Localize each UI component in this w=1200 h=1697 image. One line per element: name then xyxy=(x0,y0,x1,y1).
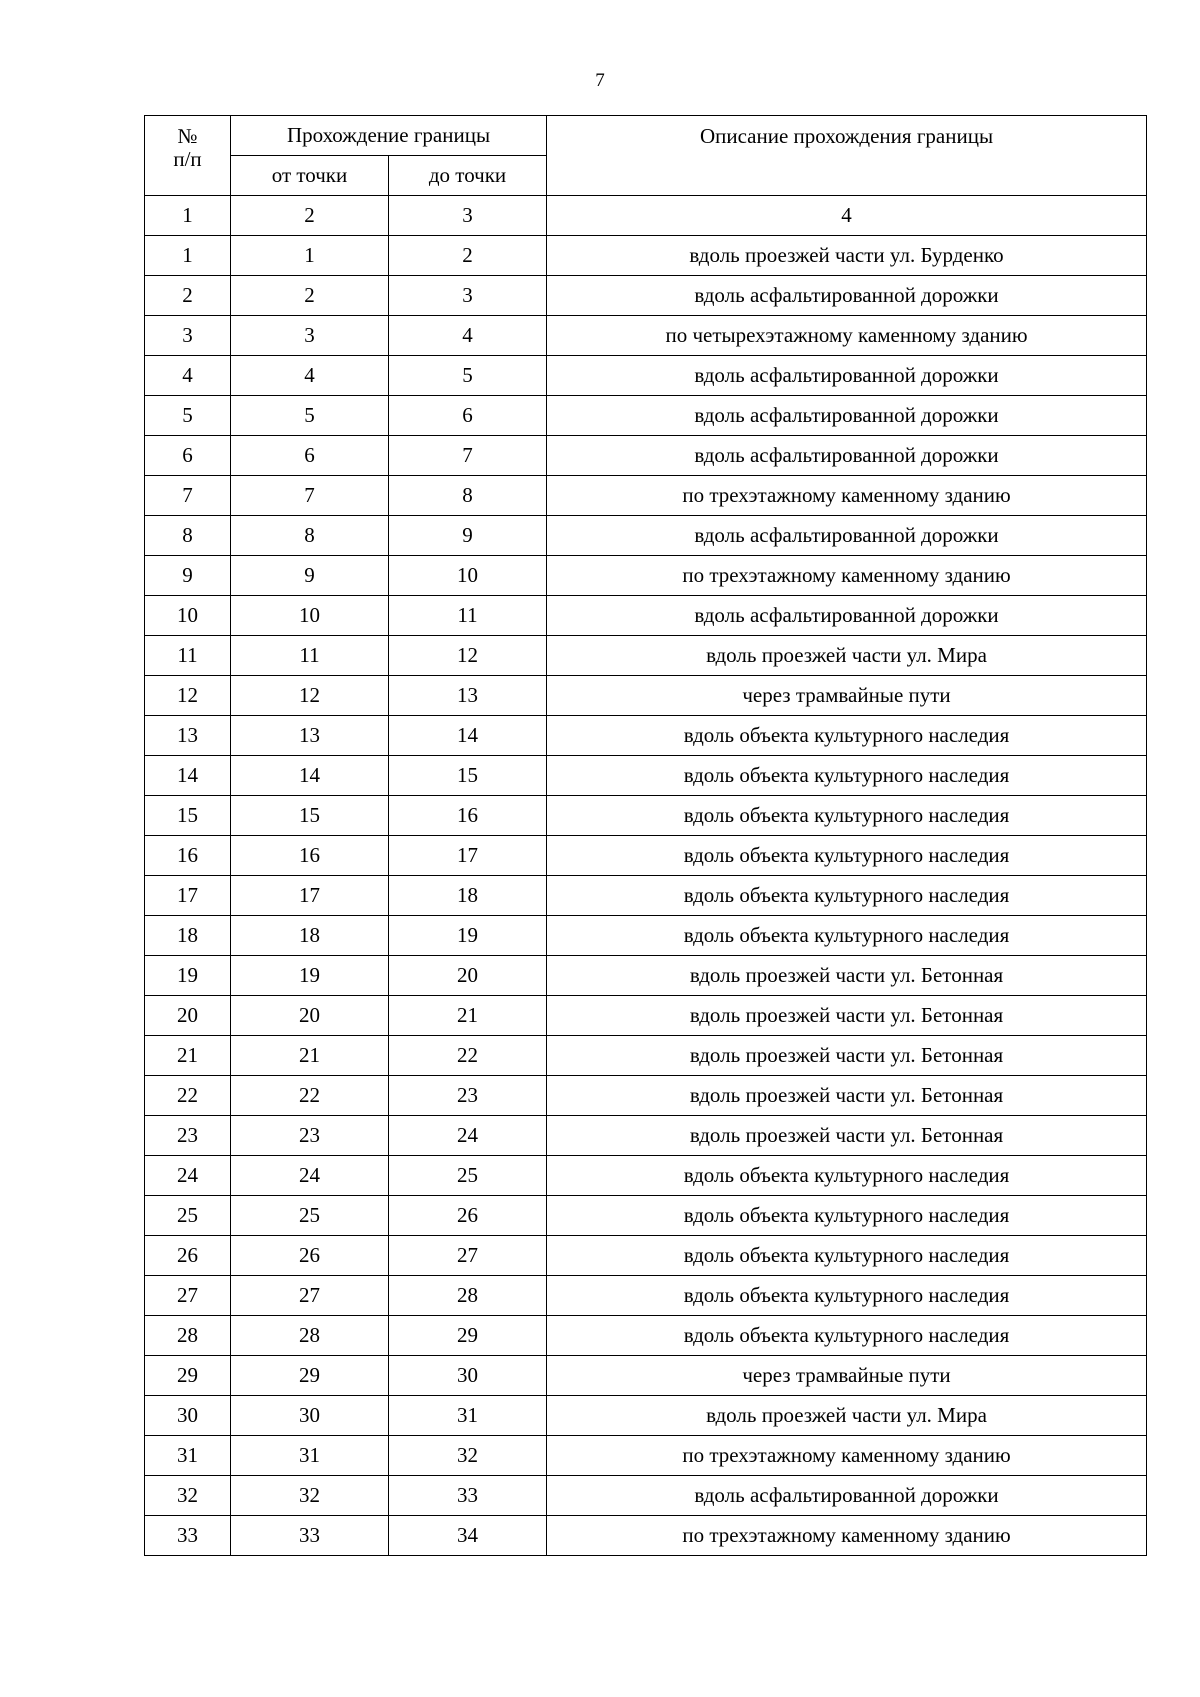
to-point-cell: 8 xyxy=(389,476,547,516)
row-number-cell: 25 xyxy=(145,1196,231,1236)
row-number-cell: 1 xyxy=(145,236,231,276)
header-number-pp: п/п xyxy=(173,147,202,172)
from-point-cell: 24 xyxy=(231,1156,389,1196)
description-cell: по трехэтажному каменному зданию xyxy=(547,556,1147,596)
from-point-cell: 13 xyxy=(231,716,389,756)
row-number-cell: 12 xyxy=(145,676,231,716)
table-row xyxy=(145,316,1147,356)
to-point-cell: 28 xyxy=(389,1276,547,1316)
description-cell: вдоль асфальтированной дорожки xyxy=(547,516,1147,556)
from-point-cell: 28 xyxy=(231,1316,389,1356)
row-number-cell: 28 xyxy=(145,1316,231,1356)
table-row xyxy=(145,636,1147,676)
row-number-cell: 24 xyxy=(145,1156,231,1196)
table-row xyxy=(145,836,1147,876)
description-cell: вдоль объекта культурного наследия xyxy=(547,916,1147,956)
table-row xyxy=(145,1396,1147,1436)
row-number-cell: 27 xyxy=(145,1276,231,1316)
row-number-cell: 4 xyxy=(145,356,231,396)
header-number xyxy=(145,116,231,196)
column-number-cell: 4 xyxy=(547,196,1147,236)
table-body xyxy=(145,196,1147,1556)
header-to-point: до точки xyxy=(389,156,547,196)
row-number-cell: 26 xyxy=(145,1236,231,1276)
boundary-table xyxy=(144,115,1147,1556)
description-cell: через трамвайные пути xyxy=(547,1356,1147,1396)
table-row xyxy=(145,796,1147,836)
column-number-cell: 3 xyxy=(389,196,547,236)
table-row xyxy=(145,1196,1147,1236)
table-row xyxy=(145,676,1147,716)
from-point-cell: 22 xyxy=(231,1076,389,1116)
to-point-cell: 22 xyxy=(389,1036,547,1076)
header-description: Описание прохождения границы xyxy=(547,116,1147,196)
description-cell: вдоль асфальтированной дорожки xyxy=(547,1476,1147,1516)
row-number-cell: 9 xyxy=(145,556,231,596)
from-point-cell: 21 xyxy=(231,1036,389,1076)
description-cell: вдоль проезжей части ул. Бурденко xyxy=(547,236,1147,276)
row-number-cell: 33 xyxy=(145,1516,231,1556)
row-number-cell: 30 xyxy=(145,1396,231,1436)
row-number-cell: 10 xyxy=(145,596,231,636)
row-number-cell: 13 xyxy=(145,716,231,756)
description-cell: вдоль объекта культурного наследия xyxy=(547,756,1147,796)
to-point-cell: 33 xyxy=(389,1476,547,1516)
header-boundary-passage: Прохождение границы xyxy=(231,116,547,156)
row-number-cell: 18 xyxy=(145,916,231,956)
row-number-cell: 17 xyxy=(145,876,231,916)
table-row xyxy=(145,876,1147,916)
description-cell: вдоль проезжей части ул. Бетонная xyxy=(547,1116,1147,1156)
row-number-cell: 20 xyxy=(145,996,231,1036)
page-number: 7 xyxy=(595,70,605,91)
row-number-cell: 32 xyxy=(145,1476,231,1516)
from-point-cell: 33 xyxy=(231,1516,389,1556)
table-row xyxy=(145,1116,1147,1156)
from-point-cell: 20 xyxy=(231,996,389,1036)
from-point-cell: 27 xyxy=(231,1276,389,1316)
row-number-cell: 23 xyxy=(145,1116,231,1156)
from-point-cell: 26 xyxy=(231,1236,389,1276)
to-point-cell: 25 xyxy=(389,1156,547,1196)
to-point-cell: 18 xyxy=(389,876,547,916)
description-cell: по трехэтажному каменному зданию xyxy=(547,1436,1147,1476)
description-cell: вдоль объекта культурного наследия xyxy=(547,1236,1147,1276)
row-number-cell: 14 xyxy=(145,756,231,796)
table-row xyxy=(145,996,1147,1036)
to-point-cell: 17 xyxy=(389,836,547,876)
from-point-cell: 15 xyxy=(231,796,389,836)
header-from-point: от точки xyxy=(231,156,389,196)
to-point-cell: 14 xyxy=(389,716,547,756)
table-row xyxy=(145,476,1147,516)
description-cell: вдоль объекта культурного наследия xyxy=(547,1316,1147,1356)
to-point-cell: 4 xyxy=(389,316,547,356)
description-cell: по трехэтажному каменному зданию xyxy=(547,476,1147,516)
table-row xyxy=(145,596,1147,636)
description-cell: вдоль асфальтированной дорожки xyxy=(547,356,1147,396)
from-point-cell: 17 xyxy=(231,876,389,916)
table-row xyxy=(145,1476,1147,1516)
from-point-cell: 2 xyxy=(231,276,389,316)
to-point-cell: 20 xyxy=(389,956,547,996)
table-header xyxy=(145,116,1147,196)
to-point-cell: 23 xyxy=(389,1076,547,1116)
row-number-cell: 21 xyxy=(145,1036,231,1076)
column-number-row xyxy=(145,196,1147,236)
description-cell: вдоль проезжей части ул. Мира xyxy=(547,1396,1147,1436)
from-point-cell: 29 xyxy=(231,1356,389,1396)
row-number-cell: 5 xyxy=(145,396,231,436)
description-cell: вдоль объекта культурного наследия xyxy=(547,1156,1147,1196)
from-point-cell: 11 xyxy=(231,636,389,676)
description-cell: вдоль проезжей части ул. Бетонная xyxy=(547,1036,1147,1076)
to-point-cell: 5 xyxy=(389,356,547,396)
to-point-cell: 3 xyxy=(389,276,547,316)
description-cell: вдоль объекта культурного наследия xyxy=(547,796,1147,836)
description-cell: через трамвайные пути xyxy=(547,676,1147,716)
from-point-cell: 1 xyxy=(231,236,389,276)
to-point-cell: 16 xyxy=(389,796,547,836)
from-point-cell: 8 xyxy=(231,516,389,556)
column-number-cell: 2 xyxy=(231,196,389,236)
to-point-cell: 7 xyxy=(389,436,547,476)
row-number-cell: 6 xyxy=(145,436,231,476)
table-row xyxy=(145,956,1147,996)
table-row xyxy=(145,716,1147,756)
table-row xyxy=(145,756,1147,796)
description-cell: по четырехэтажному каменному зданию xyxy=(547,316,1147,356)
table-row xyxy=(145,1316,1147,1356)
table-row xyxy=(145,556,1147,596)
description-cell: вдоль проезжей части ул. Мира xyxy=(547,636,1147,676)
to-point-cell: 9 xyxy=(389,516,547,556)
to-point-cell: 27 xyxy=(389,1236,547,1276)
from-point-cell: 32 xyxy=(231,1476,389,1516)
to-point-cell: 34 xyxy=(389,1516,547,1556)
to-point-cell: 29 xyxy=(389,1316,547,1356)
description-cell: вдоль асфальтированной дорожки xyxy=(547,276,1147,316)
from-point-cell: 18 xyxy=(231,916,389,956)
row-number-cell: 8 xyxy=(145,516,231,556)
table-row xyxy=(145,1516,1147,1556)
to-point-cell: 11 xyxy=(389,596,547,636)
description-cell: вдоль проезжей части ул. Бетонная xyxy=(547,1076,1147,1116)
description-cell: по трехэтажному каменному зданию xyxy=(547,1516,1147,1556)
to-point-cell: 26 xyxy=(389,1196,547,1236)
description-cell: вдоль проезжей части ул. Бетонная xyxy=(547,956,1147,996)
row-number-cell: 11 xyxy=(145,636,231,676)
description-cell: вдоль объекта культурного наследия xyxy=(547,1196,1147,1236)
description-cell: вдоль асфальтированной дорожки xyxy=(547,436,1147,476)
table-row xyxy=(145,1236,1147,1276)
row-number-cell: 7 xyxy=(145,476,231,516)
table-row xyxy=(145,1276,1147,1316)
row-number-cell: 22 xyxy=(145,1076,231,1116)
description-cell: вдоль объекта культурного наследия xyxy=(547,836,1147,876)
row-number-cell: 2 xyxy=(145,276,231,316)
table-row xyxy=(145,276,1147,316)
row-number-cell: 16 xyxy=(145,836,231,876)
from-point-cell: 5 xyxy=(231,396,389,436)
to-point-cell: 6 xyxy=(389,396,547,436)
to-point-cell: 24 xyxy=(389,1116,547,1156)
from-point-cell: 31 xyxy=(231,1436,389,1476)
description-cell: вдоль асфальтированной дорожки xyxy=(547,596,1147,636)
to-point-cell: 12 xyxy=(389,636,547,676)
from-point-cell: 7 xyxy=(231,476,389,516)
description-cell: вдоль объекта культурного наследия xyxy=(547,716,1147,756)
to-point-cell: 32 xyxy=(389,1436,547,1476)
table-row xyxy=(145,1036,1147,1076)
table-row xyxy=(145,236,1147,276)
from-point-cell: 12 xyxy=(231,676,389,716)
table-row xyxy=(145,436,1147,476)
row-number-cell: 29 xyxy=(145,1356,231,1396)
from-point-cell: 30 xyxy=(231,1396,389,1436)
table-row xyxy=(145,396,1147,436)
to-point-cell: 19 xyxy=(389,916,547,956)
table-row xyxy=(145,1076,1147,1116)
to-point-cell: 15 xyxy=(389,756,547,796)
from-point-cell: 4 xyxy=(231,356,389,396)
table-row xyxy=(145,916,1147,956)
to-point-cell: 30 xyxy=(389,1356,547,1396)
description-cell: вдоль асфальтированной дорожки xyxy=(547,396,1147,436)
to-point-cell: 10 xyxy=(389,556,547,596)
table-row xyxy=(145,1356,1147,1396)
to-point-cell: 21 xyxy=(389,996,547,1036)
from-point-cell: 23 xyxy=(231,1116,389,1156)
table-row xyxy=(145,516,1147,556)
from-point-cell: 9 xyxy=(231,556,389,596)
to-point-cell: 2 xyxy=(389,236,547,276)
from-point-cell: 16 xyxy=(231,836,389,876)
to-point-cell: 31 xyxy=(389,1396,547,1436)
from-point-cell: 14 xyxy=(231,756,389,796)
row-number-cell: 31 xyxy=(145,1436,231,1476)
to-point-cell: 13 xyxy=(389,676,547,716)
description-cell: вдоль проезжей части ул. Бетонная xyxy=(547,996,1147,1036)
description-cell: вдоль объекта культурного наследия xyxy=(547,1276,1147,1316)
column-number-cell: 1 xyxy=(145,196,231,236)
description-cell: вдоль объекта культурного наследия xyxy=(547,876,1147,916)
from-point-cell: 10 xyxy=(231,596,389,636)
from-point-cell: 19 xyxy=(231,956,389,996)
from-point-cell: 3 xyxy=(231,316,389,356)
from-point-cell: 6 xyxy=(231,436,389,476)
row-number-cell: 15 xyxy=(145,796,231,836)
table-row xyxy=(145,356,1147,396)
header-number-sign: № xyxy=(177,124,198,148)
table-row xyxy=(145,1156,1147,1196)
row-number-cell: 19 xyxy=(145,956,231,996)
table-row xyxy=(145,1436,1147,1476)
from-point-cell: 25 xyxy=(231,1196,389,1236)
row-number-cell: 3 xyxy=(145,316,231,356)
